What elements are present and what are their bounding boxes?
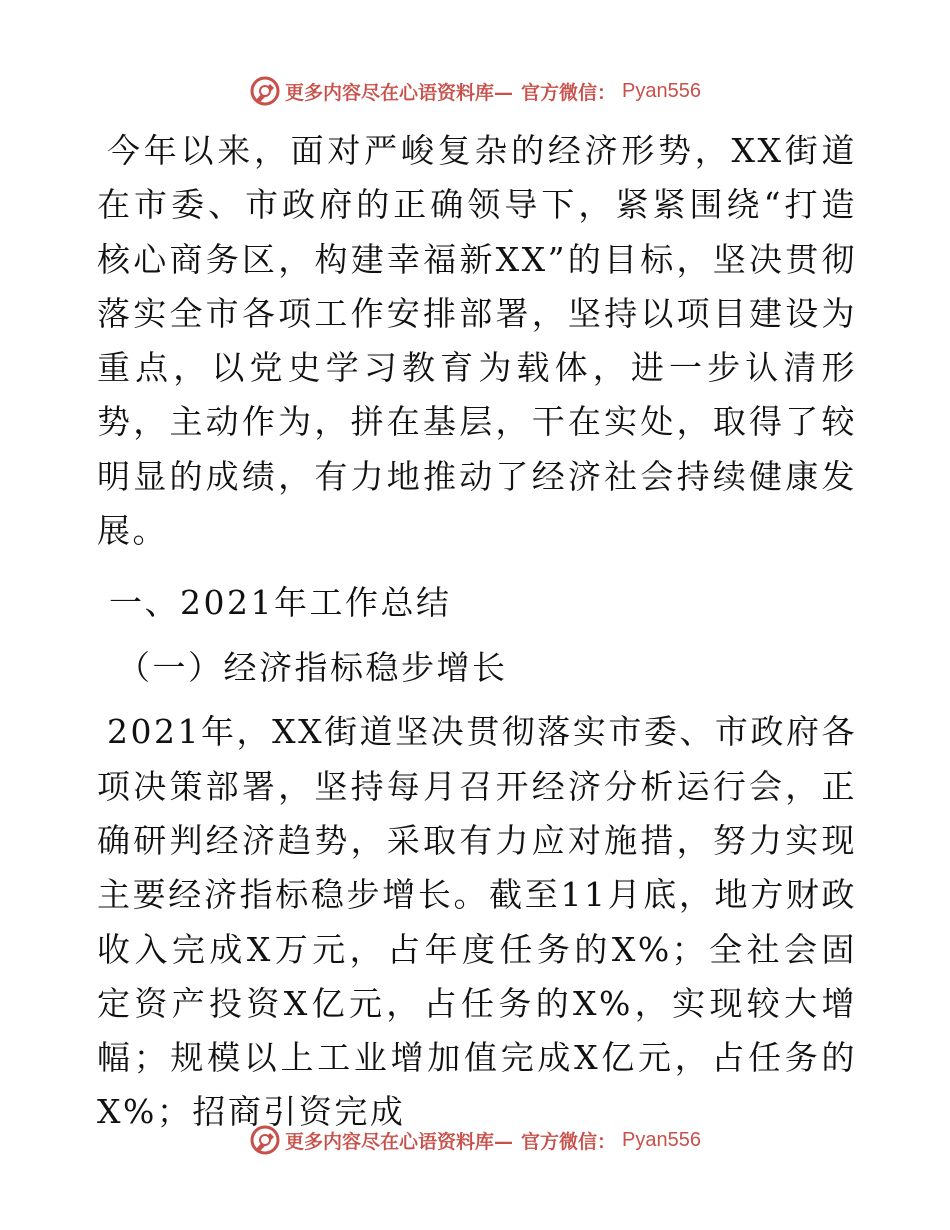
document-body [97,124,857,1140]
footer-watermark [0,1120,950,1160]
watermark-text: 更多内容尽在心语资料库— [285,1130,514,1153]
header-watermark [0,71,950,111]
body-paragraph: 2021年，XX街道坚决贯彻落实市委、市政府各项决策部署，坚持每月召开经济分析运行会，正确研判经济趋势，采取有力应对施措，努力实现主要经济指标稳步增长。截至11月底，地方财政收入完成X万元，占年度任务的X%；全社会固定资产投资X亿元，占任务的X%，实现较大增幅；规模以上工业增加值完成X亿元，占任务的X%；招商引资完成 [97,712,857,1132]
section-heading: 一、2021年工作总结 [109,583,452,623]
pen-logo-icon [249,1124,281,1156]
watermark-wechat-id: Pyan556 [622,1128,701,1151]
watermark-official: 官方微信： [521,81,617,104]
watermark-official: 官方微信： [521,1130,617,1153]
subsection-heading: （一）经济指标稳步增长 [117,648,508,688]
watermark-wechat-id: Pyan556 [622,79,701,102]
intro-paragraph: 今年以来，面对严峻复杂的经济形势，XX街道在市委、市政府的正确领导下，紧紧围绕“打造核心商务区，构建幸福新XX”的目标，坚决贯彻落实全市各项工作安排部署，坚持以项目建设为重点，以党史学习教育为载体，进一步认清形势，主动作为，拼在基层，干在实处，取得了较明显的成绩，有力地推动了经济社会持续健康发展。 [97,131,857,551]
watermark-text: 更多内容尽在心语资料库— [285,81,514,104]
pen-logo-icon [249,75,281,107]
